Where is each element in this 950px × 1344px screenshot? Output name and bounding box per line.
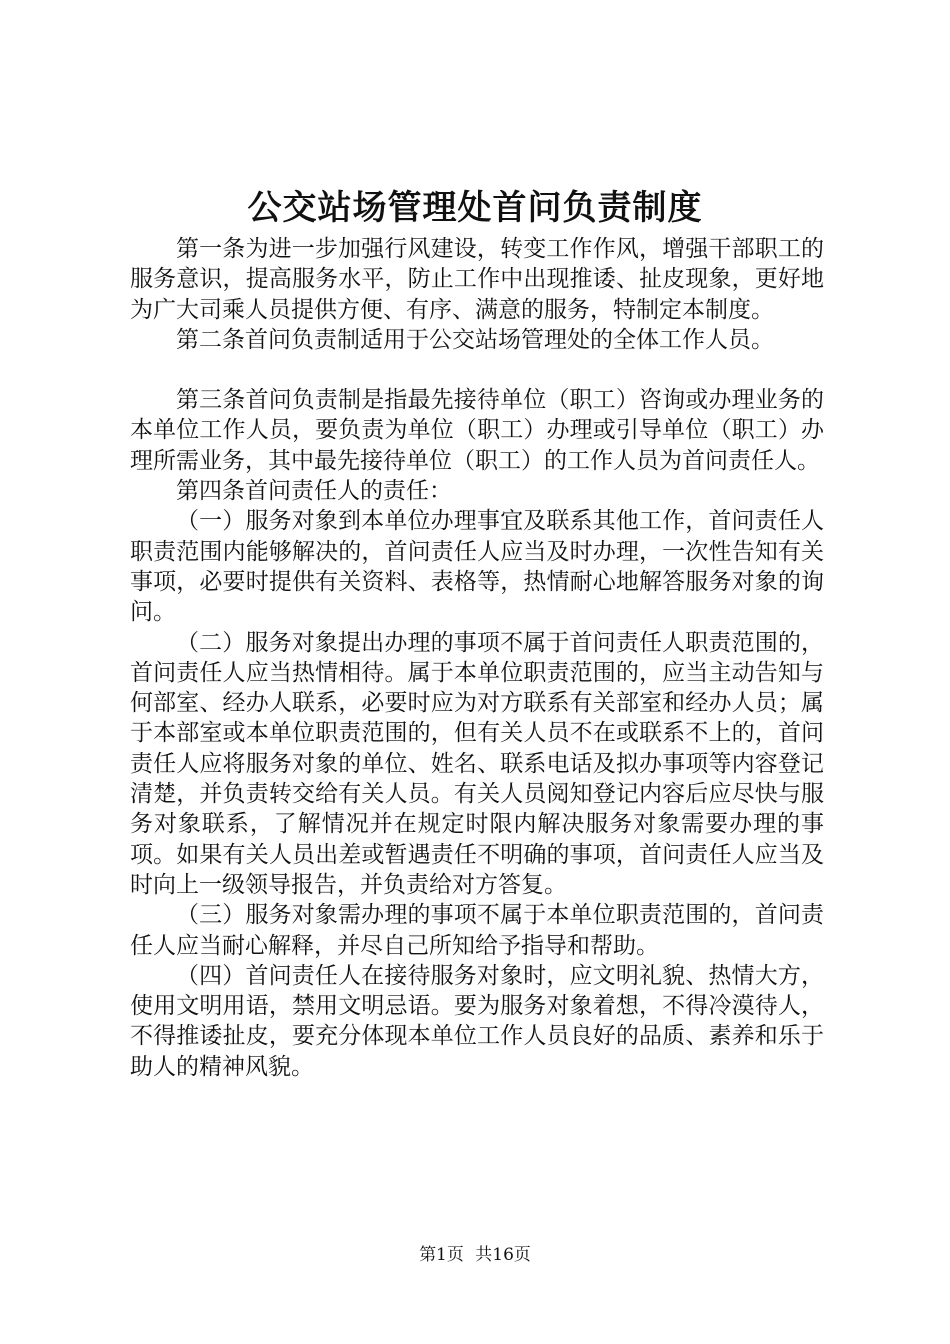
clause-4-paragraph: （四）首问责任人在接待服务对象时，应文明礼貌、热情大方，使用文明用语，禁用文明忌语。要为服务对象着想，不得冷漠待人，不得推诿扯皮，要充分体现本单位工作人员良好的品质、素养和乐于助人的精神风貌。 xyxy=(130,962,824,1080)
page-number: 第1页 xyxy=(419,1245,464,1265)
clause-2-paragraph: （二）服务对象提出办理的事项不属于首问责任人职责范围的，首问责任人应当热情相待。属于本单位职责范围的，应当主动告知与何部室、经办人联系，必要时应为对方联系有关部室和经办人员；属于本部室或本单位职责范围的，但有关人员不在或联系不上的，首问责任人应将服务对象的单位、姓名、联系电话及拟办事项等内容登记清楚，并负责转交给有关人员。有关人员阅知登记内容后应尽快与服务对象联系，了解情况并在规定时限内解决服务对象需要办理的事项。如果有关人员出差或暂遇责任不明确的事项，首问责任人应当及时向上一级领导报告，并负责给对方答复。 xyxy=(130,629,824,898)
document-body xyxy=(130,234,824,1082)
page-total: 共16页 xyxy=(475,1245,531,1265)
page-footer xyxy=(0,1243,950,1267)
clause-3-paragraph: （三）服务对象需办理的事项不属于本单位职责范围的，首问责任人应当耐心解释，并尽自己所知给予指导和帮助。 xyxy=(130,902,824,959)
clause-1-paragraph: （一）服务对象到本单位办理事宜及联系其他工作，首问责任人职责范围内能够解决的，首问责任人应当及时办理，一次性告知有关事项，必要时提供有关资料、表格等，热情耐心地解答服务对象的询问。 xyxy=(130,508,824,626)
article-4-paragraph: 第四条首问责任人的责任： xyxy=(176,478,452,505)
document-title: 公交站场管理处首问负责制度 xyxy=(247,188,703,228)
article-3-paragraph: 第三条首问负责制是指最先接待单位（职工）咨询或办理业务的本单位工作人员，要负责为单位（职工）办理或引导单位（职工）办理所需业务，其中最先接待单位（职工）的工作人员为首问责任人。 xyxy=(130,387,824,474)
article-2-paragraph: 第二条首问负责制适用于公交站场管理处的全体工作人员。 xyxy=(176,326,774,353)
article-1-paragraph: 第一条为进一步加强行风建设，转变工作作风，增强干部职工的服务意识，提高服务水平，防止工作中出现推诿、扯皮现象，更好地为广大司乘人员提供方便、有序、满意的服务，特制定本制度。 xyxy=(130,236,824,323)
